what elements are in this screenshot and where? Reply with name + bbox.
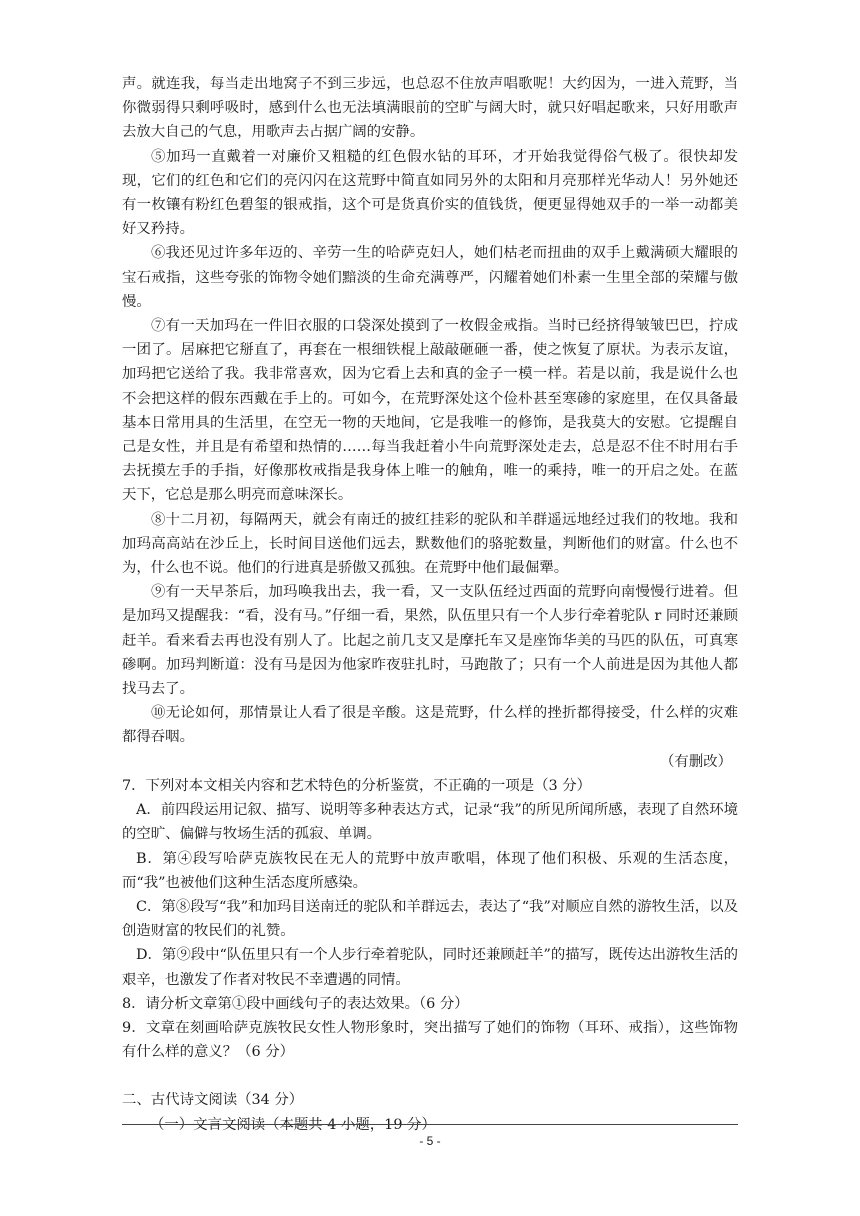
question-9: 9．文章在刻画哈萨克族牧民女性人物形象时，突出描写了她们的饰物（耳环、戒指），这些饰物有什么样的意义？（6 分） — [122, 1019, 738, 1061]
question-7-option-a: A．前四段运用记叙、描写、说明等多种表达方式，记录“我”的所见所闻所感，表现了自然环境的空旷、偏僻与牧场生活的孤寂、单调。 — [122, 802, 738, 843]
paragraph-8: ⑧十二月初，每隔两天，就会有南迁的披红挂彩的驼队和羊群遥远地经过我们的牧地。我和加玛高高站在沙丘上，长时间目送他们远去，默数他们的骆驼数量，判断他们的财富。什么也不为，什么也不说。他们的行进真是骄傲又孤独。在荒野中他们最倔犟。 — [122, 511, 738, 577]
paragraph-6: ⑥我还见过许多年迈的、辛劳一生的哈萨克妇人，她们枯老而扭曲的双手上戴满硕大耀眼的宝石戒指，这些夸张的饰物令她们黯淡的生命充满尊严，闪耀着她们朴素一生里全部的荣耀与傲慢。 — [122, 245, 738, 310]
footer-rule — [122, 1124, 738, 1125]
question-7: 7．下列对本文相关内容和艺术特色的分析鉴赏，不正确的一项是（3 分） — [122, 777, 591, 794]
paragraph-5: ⑤加玛一直戴着一对廉价又粗糙的红色假水钻的耳环，才开始我觉得俗气极了。很快却发现，它们的红色和它们的亮闪闪在这荒野中简直如同另外的太阳和月亮那样光华动人！另外她还有一枚镶有粉红色碧玺的银戒指，这个可是货真价实的值钱货，便更显得她双手的一举一动都美好又矜持。 — [122, 148, 738, 238]
paragraph-9: ⑨有一天早茶后，加玛唤我出去，我一看，又一支队伍经过西面的荒野向南慢慢行进着。但是加玛又提醒我：“看，没有马。”仔细一看，果然，队伍里只有一个人步行牵着驼队 r 同时还兼顾赶羊。看来看去再也没有别人了。比起之前几支又是摩托车又是座饰华美的马匹的队伍，可真寒碜啊。加玛判断道：没有马是因为他家昨夜驻扎时，马跑散了；只有一个人前进是因为其他人都找马去了。 — [122, 584, 738, 698]
question-7-option-b: B．第④段写哈萨克族牧民在无人的荒野中放声歌唱，体现了他们积极、乐观的生活态度，而“我”也被他们这种生活态度所感染。 — [122, 850, 738, 891]
spacer — [122, 1064, 738, 1088]
question-8: 8．请分析文章第①段中画线句子的表达效果。（6 分） — [122, 995, 469, 1012]
paragraph-10: ⑩无论如何，那情景让人看了很是辛酸。这是荒野，什么样的挫折都得接受，什么样的灾难都得吞咽。 — [122, 705, 738, 746]
subsection-title: （一）文言文阅读（本题共 4 小题，19 分） — [150, 1116, 436, 1133]
page-content — [122, 72, 738, 1137]
section-title: 二、古代诗文阅读（34 分） — [122, 1092, 304, 1109]
question-7-option-d: D．第⑨段中“队伍里只有一个人步行牵着驼队，同时还兼顾赶羊”的描写，既传达出游牧生活的艰辛，也激发了作者对牧民不幸遭遇的同情。 — [122, 947, 738, 988]
page-number: - 5 - — [419, 1134, 441, 1148]
paragraph-7: ⑦有一天加玛在一件旧衣服的口袋深处摸到了一枚假金戒指。当时已经挤得皱皱巴巴，拧成一团了。居麻把它掰直了，再套在一根细铁棍上敲敲砸砸一番，使之恢复了原状。为表示友谊，加玛把它送给了我。我非常喜欢，因为它看上去和真的金子一模一样。若是以前，我是说什么也不会把这样的假东西戴在手上的。可如今，在荒野深处这个俭朴甚至寒碜的家庭里，在仅具备最基本日常用具的生活里，在空无一物的天地间，它是我唯一的修饰，是我莫大的安慰。它提醒自己是女性，并且是有希望和热情的……每当我赶着小牛向荒野深处走去，总是忍不住不时用右手去抚摸左手的手指，好像那枚戒指是我身体上唯一的触角，唯一的乘持，唯一的开启之处。在蓝天下，它总是那么明亮而意味深长。 — [122, 318, 738, 504]
question-7-option-c: C．第⑧段写“我”和加玛目送南迁的驼队和羊群远去，表达了“我”对顺应自然的游牧生活，以及创造财富的牧民们的礼赞。 — [122, 898, 738, 940]
paragraph-continued: 声。就连我，每当走出地窝子不到三步远，也总忍不住放声唱歌呢！大约因为，一进入荒野，当你微弱得只剩呼吸时，感到什么也无法填满眼前的空旷与阔大时，就只好唱起歌来，只好用歌声去放大自己的气息，用歌声去占据广阔的安静。 — [122, 76, 738, 141]
abridged-note: （有删改） — [660, 753, 732, 770]
